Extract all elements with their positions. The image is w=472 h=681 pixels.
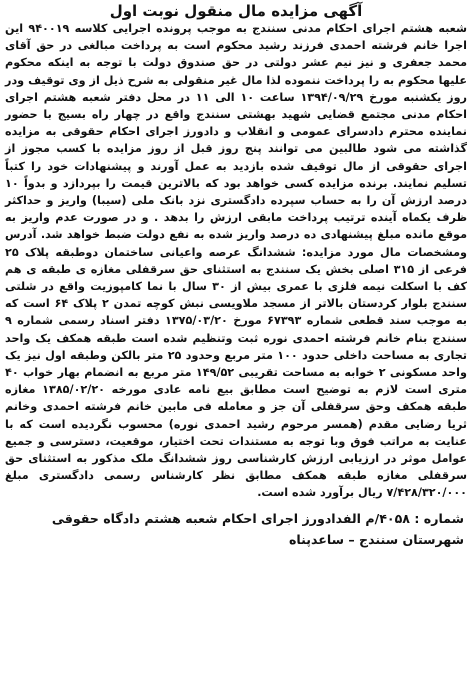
footer-line-2: شهرستان سنندج – ساعدپناه xyxy=(288,531,464,547)
notice-title: آگهی مزایده مال منقول نوبت اول xyxy=(109,2,363,20)
footer-line-1: شماره : ۴۰۵۸/م الفدادورز اجرای احکام شعبه هشتم دادگاه حقوقی xyxy=(51,510,464,526)
notice-body: شعبه هشتم اجرای احکام مدنی سنندج به موجب پرونده اجرایی کلاسه ۹۴۰۰۱۹ این اجرا خانم فرشته احمدی فرزند رشید محکوم است به پرداخت مبالغی در حق آقای محمد جعفری و نیز نیم عشر دولتی در حق صندوق دولت با توجه به اینکه محکوم علیها محکوم به را پرداخت ننموده لذا مال غیر منقولی به شرح ذیل از وی توقیف ودر روز یکشنبه مورخ ۱۳۹۴/۰۹/۲۹ ساعت ۱۰ الی ۱۱ در محل دفتر شعبه هشتم اجرای احکام مدنی مجتمع قضایی شهید بهشتی سنندج واقع در چهار راه بسیج با حضور نماینده محترم دادسرای عمومی و انقلاب و دادورز اجرای احکام حقوقی به مزایده گذاشته می شود طالبین می توانند پنج روز قبل از روز مزایده با کسب مجوز از اجرای حقوقی از مال توقیف شده بازدید به عمل آورند و پیشنهادات خود را کتباً تسلیم نمایند. برنده مزایده کسی خواهد بود که بالاترین قیمت را بپردازد و بدواً ۱۰ درصد ارزش آن را به حساب سپرده دادگستری نزد بانک ملی (سیبا) واریز و حداکثر ظرف یکماه آینده ترتیب پرداخت مابقی ارزش را بدهد . و در صورت عدم واریز به موقع مانده مبلغ پیشنهادی ده درصد واریز شده به نفع دولت ضبط خواهد شد. آدرس ومشخصات مال مورد مزایده: ششدانگ عرصه واعیانی ساختمان دوطبقه پلاک ۲۵ فرعی از ۳۱۵ اصلی بخش یک سنندج به استثنای حق سرقفلی مغازه ی طبقه ی هم کف با اسکلت نیمه فلزی با عمری بیش از ۳۰ سال با نما کامپوزیت واقع در شلتی سنندج بلوار کردستان بالاتر از مسجد ملاویسی نبش کوچه تمدن ۲ پلاک ۶۴ است که به موجب سند قطعی شماره ۶۷۳۹۳ مورخ ۱۳۷۵/۰۳/۲۰ دفتر اسناد رسمی شماره ۹ سنندج بنام خانم فرشته احمدی نوره ثبت وتنظیم شده است طبقه همکف یک واحد تجاری به مساحت داخلی حدود ۱۰۰ متر مربع وحدود ۲۵ متر بالکن وطبقه اول نیز یک واحد مسکونی ۲ خوابه به مساحت تقریبی ۱۴۹/۵۲ متر مربع به انضمام بهار خواب ۴۰ متری است لازم به توضیح است مطابق بیع نامه عادی مورخه ۱۳۸۵/۰۲/۲۰ مغازه طبقه همکف وحق سرقفلی آن جز و معامله فی مابین خانم فرشته احمدی وخانم ثریا رضایی مقدم (همسر مرحوم رشید احمدی نوره) محسوب نگردیده است که با عنایت به مراتب فوق وبا توجه به مستندات تحت اختیار، موقعیت، دسترسی و جمیع عوامل موثر در ارزیابی ارزش کارشناسی روز ششدانگ ملک مذکور به استثنای حق سرقفلی مغازه طبقه همکف مطابق نظر کارشناس رسمی دادگستری مبلغ ۷/۴۲۸/۳۲۰/۰۰۰ ریال برآورد شده است. xyxy=(5,22,468,500)
notice-footer xyxy=(2,508,470,550)
